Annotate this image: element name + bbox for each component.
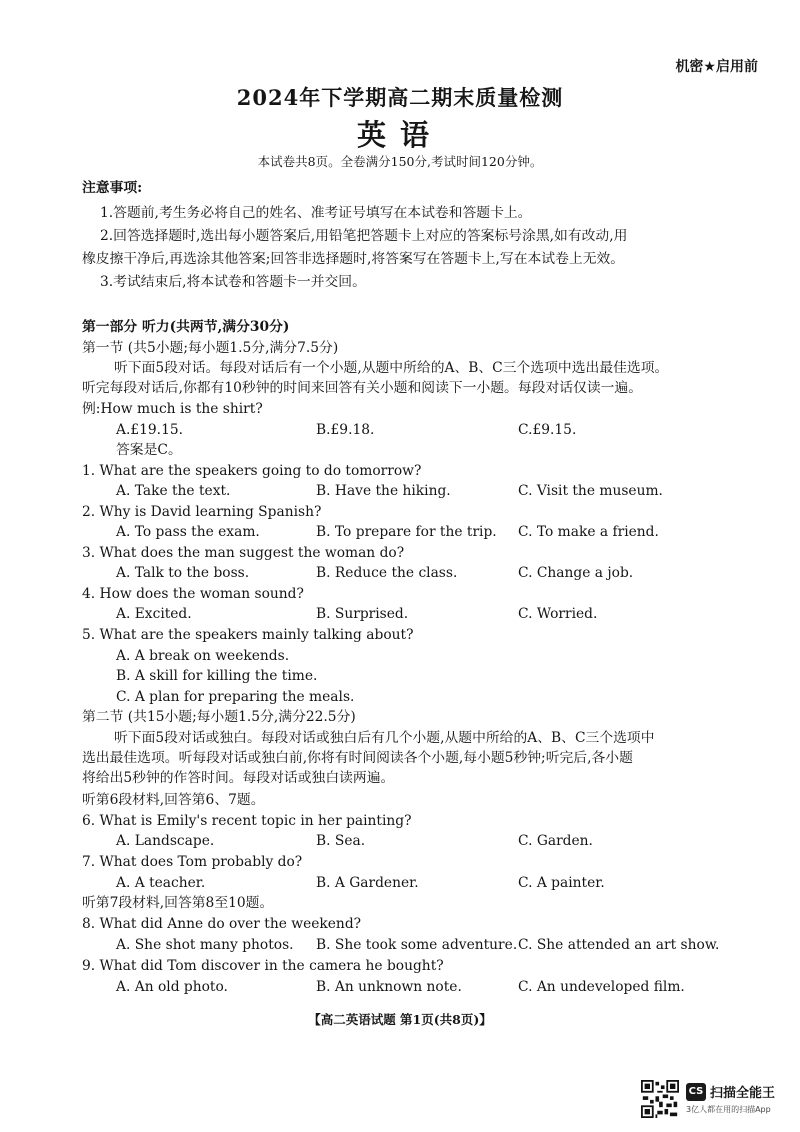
question-3-option-b: B. Reduce the class. [316, 565, 458, 581]
section1-instruction-2: 听完每段对话后,你都有10秒钟的时间来回答有关小题和阅读下一小题。每段对话仅读一遍。 [82, 380, 643, 396]
question-8: 8. What did Anne do over the weekend? [82, 916, 362, 932]
question-9-option-a: A. An old photo. [116, 979, 228, 995]
section1-heading: 第一节 (共5小题;每小题1.5分,满分7.5分) [82, 340, 339, 356]
question-5-option-a: A. A break on weekends. [116, 648, 290, 664]
question-2-option-b: B. To prepare for the trip. [316, 524, 497, 540]
question-2-option-a: A. To pass the exam. [116, 524, 260, 540]
camscanner-logo: CS [686, 1083, 706, 1101]
material-6-intro: 听第6段材料,回答第6、7题。 [82, 792, 265, 808]
question-7-option-c: C. A painter. [518, 875, 605, 891]
question-4-option-a: A. Excited. [116, 606, 192, 622]
question-1-option-b: B. Have the hiking. [316, 483, 451, 499]
question-1-option-c: C. Visit the museum. [518, 483, 663, 499]
notice-item-2-line-1: 2.回答选择题时,选出每小题答案后,用铅笔把答题卡上对应的答案标号涂黑,如有改动,用 [100, 228, 628, 244]
question-9-option-b: B. An unknown note. [316, 979, 462, 995]
question-8-option-a: A. She shot many photos. [116, 937, 294, 953]
question-2-option-c: C. To make a friend. [518, 524, 659, 540]
question-5-option-c: C. A plan for preparing the meals. [116, 689, 355, 705]
question-6-option-a: A. Landscape. [116, 833, 215, 849]
section2-heading: 第二节 (共15小题;每小题1.5分,满分22.5分) [82, 709, 356, 725]
question-9-option-c: C. An undeveloped film. [518, 979, 685, 995]
question-8-option-c: C. She attended an art show. [518, 937, 720, 953]
part1-heading: 第一部分 听力(共两节,满分30分) [82, 319, 290, 335]
question-3-option-c: C. Change a job. [518, 565, 634, 581]
example-option-b: B.£9.18. [316, 422, 375, 438]
question-7: 7. What does Tom probably do? [82, 854, 303, 870]
page-footer: 【高二英语试题 第1页(共8页)】 [308, 1012, 492, 1027]
question-3: 3. What does the man suggest the woman do? [82, 545, 405, 561]
qr-code-icon [641, 1080, 679, 1118]
section1-instruction-1: 听下面5段对话。每段对话后有一个小题,从题中所给的A、B、C三个选项中选出最佳选项。 [114, 360, 669, 376]
question-6-option-b: B. Sea. [316, 833, 366, 849]
question-1-option-a: A. Take the text. [116, 483, 231, 499]
exam-title: 2024年下学期高二期末质量检测 [236, 85, 564, 110]
confidential-mark: 机密★启用前 [675, 59, 758, 75]
question-5-option-b: B. A skill for killing the time. [116, 668, 318, 684]
question-4: 4. How does the woman sound? [82, 586, 304, 602]
question-7-option-b: B. A Gardener. [316, 875, 419, 891]
question-7-option-a: A. A teacher. [116, 875, 206, 891]
example-option-c: C.£9.15. [518, 422, 577, 438]
example-question: 例:How much is the shirt? [82, 401, 263, 417]
section2-instruction-3: 将给出5秒钟的作答时间。每段对话或独白读两遍。 [82, 770, 395, 786]
question-1: 1. What are the speakers going to do tomorrow? [82, 463, 422, 479]
question-6: 6. What is Emily's recent topic in her painting? [82, 813, 412, 829]
notice-item-3: 3.考试结束后,将本试卷和答题卡一并交回。 [100, 274, 366, 290]
example-answer: 答案是C。 [116, 442, 182, 458]
scanner-app-name: 扫描全能王 [710, 1086, 776, 1101]
exam-info: 本试卷共8页。全卷满分150分,考试时间120分钟。 [257, 154, 543, 169]
notice-item-2-line-2: 橡皮擦干净后,再选涂其他答案;回答非选择题时,将答案写在答题卡上,写在本试卷上无效。 [82, 251, 625, 267]
question-6-option-c: C. Garden. [518, 833, 593, 849]
section2-instruction-2: 选出最佳选项。听每段对话或独白前,你将有时间阅读各个小题,每小题5秒钟;听完后,各小题 [82, 750, 633, 766]
notice-item-1: 1.答题前,考生务必将自己的姓名、准考证号填写在本试卷和答题卡上。 [100, 205, 532, 221]
material-7-intro: 听第7段材料,回答第8至10题。 [82, 895, 274, 911]
notice-heading: 注意事项: [82, 180, 143, 196]
example-option-a: A.£19.15. [116, 422, 184, 438]
question-3-option-a: A. Talk to the boss. [116, 565, 250, 581]
question-4-option-b: B. Surprised. [316, 606, 409, 622]
scanner-tagline: 3亿人都在用的扫描App [686, 1105, 771, 1114]
question-8-option-b: B. She took some adventure. [316, 937, 518, 953]
question-4-option-c: C. Worried. [518, 606, 598, 622]
question-5: 5. What are the speakers mainly talking about? [82, 627, 414, 643]
question-9: 9. What did Tom discover in the camera he bought? [82, 958, 444, 974]
question-2: 2. Why is David learning Spanish? [82, 504, 322, 520]
section2-instruction-1: 听下面5段对话或独白。每段对话或独白后有几个小题,从题中所给的A、B、C三个选项中 [114, 730, 655, 746]
subject-title: 英语 [356, 118, 443, 152]
